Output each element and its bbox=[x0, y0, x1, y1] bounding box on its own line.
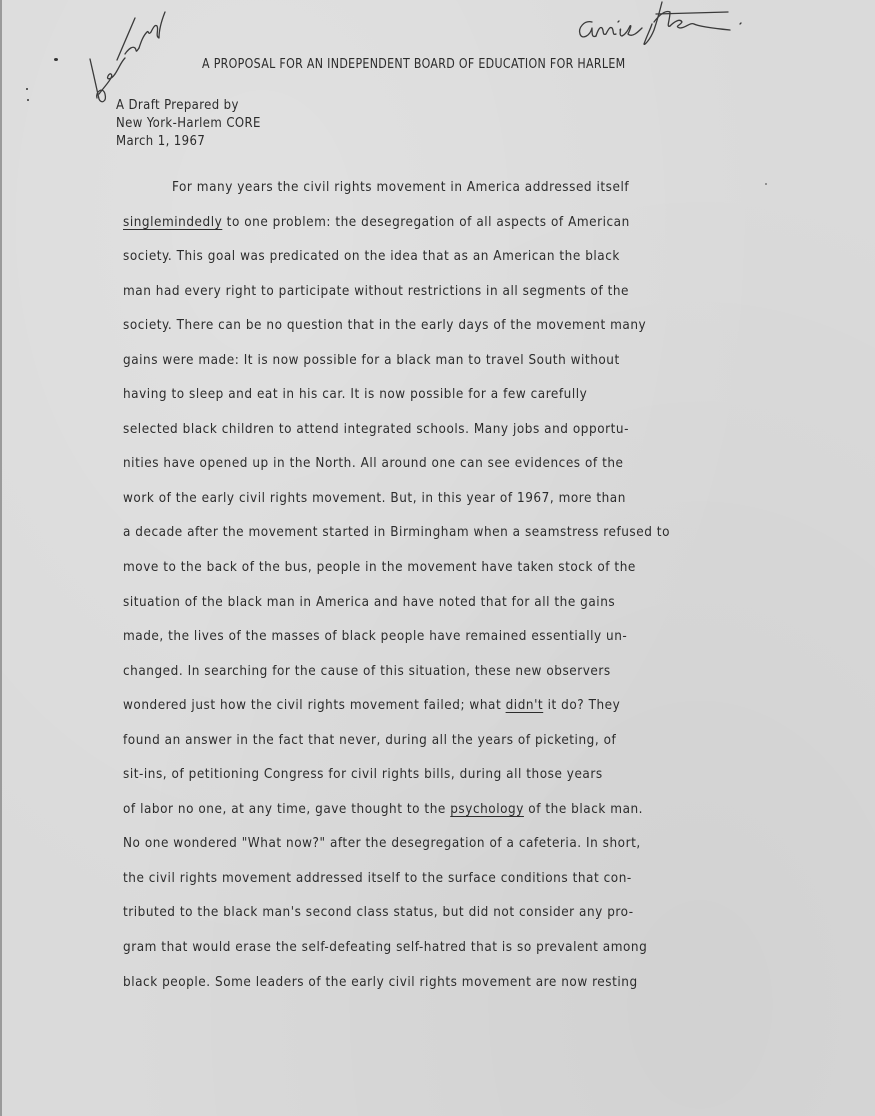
body-line: selected black children to attend integrated schools. Many jobs and opportu- bbox=[123, 421, 629, 437]
body-line: the civil rights movement addressed itself to the surface conditions that con- bbox=[123, 870, 632, 886]
ink-speck bbox=[27, 99, 29, 101]
body-line: sit-ins, of petitioning Congress for civil rights bills, during all those years bbox=[123, 767, 603, 783]
body-line: move to the back of the bus, people in the movement have taken stock of the bbox=[123, 560, 636, 576]
ink-speck bbox=[54, 58, 58, 61]
body-line: No one wondered "What now?" after the desegregation of a cafeteria. In short, bbox=[123, 836, 641, 852]
body-line: man had every right to participate without restrictions in all segments of the bbox=[123, 283, 630, 299]
meta-date: March 1, 1967 bbox=[116, 134, 206, 149]
body-line: nities have opened up in the North. All around one can see evidences of the bbox=[123, 456, 624, 472]
body-line: work of the early civil rights movement. But, in this year of 1967, more than bbox=[123, 490, 626, 506]
body-line: For many years the civil rights movement in America addressed itself bbox=[172, 180, 630, 195]
document-body-paragraph bbox=[123, 178, 813, 1007]
body-line: black people. Some leaders of the early civil rights movement are now resting bbox=[123, 974, 638, 990]
body-line: gains were made: It is now possible for a black man to travel South without bbox=[123, 352, 620, 368]
underlined-word: didn't bbox=[505, 698, 544, 714]
body-line: society. This goal was predicated on the idea that as an American the black bbox=[123, 249, 620, 265]
body-line: situation of the black man in America and have noted that for all the gains bbox=[123, 594, 616, 610]
ink-speck bbox=[26, 88, 28, 90]
body-line: changed. In searching for the cause of this situation, these new observers bbox=[123, 663, 611, 679]
underlined-word: psychology bbox=[450, 801, 524, 817]
body-line: having to sleep and eat in his car. It is now possible for a few carefully bbox=[123, 387, 588, 403]
body-line: made, the lives of the masses of black people have remained essentially un- bbox=[123, 629, 628, 645]
body-line: singlemindedly to one problem: the desegregation of all aspects of American bbox=[123, 214, 630, 230]
underlined-word: singlemindedly bbox=[123, 214, 223, 230]
document-title: A PROPOSAL FOR AN INDEPENDENT BOARD OF EDUCATION FOR HARLEM bbox=[202, 57, 626, 72]
meta-organization: New York-Harlem CORE bbox=[116, 116, 261, 131]
body-line: gram that would erase the self-defeating self-hatred that is so prevalent among bbox=[123, 940, 648, 956]
meta-prepared-by: A Draft Prepared by bbox=[116, 98, 239, 113]
document-meta bbox=[116, 97, 261, 151]
body-line: society. There can be no question that in the early days of the movement many bbox=[123, 318, 647, 334]
page-edge bbox=[0, 0, 2, 1116]
body-line: found an answer in the fact that never, during all the years of picketing, of bbox=[123, 732, 617, 748]
body-line: of labor no one, at any time, gave thought to the psychology of the black man. bbox=[123, 801, 644, 817]
top-right-signature-handwriting bbox=[570, 0, 750, 50]
body-line: tributed to the black man's second class status, but did not consider any pro- bbox=[123, 905, 634, 921]
body-line: a decade after the movement started in Birmingham when a seamstress refused to bbox=[123, 525, 670, 541]
margin-signature-handwriting bbox=[55, 2, 170, 112]
body-line: wondered just how the civil rights movement failed; what didn't it do? They bbox=[123, 698, 621, 714]
